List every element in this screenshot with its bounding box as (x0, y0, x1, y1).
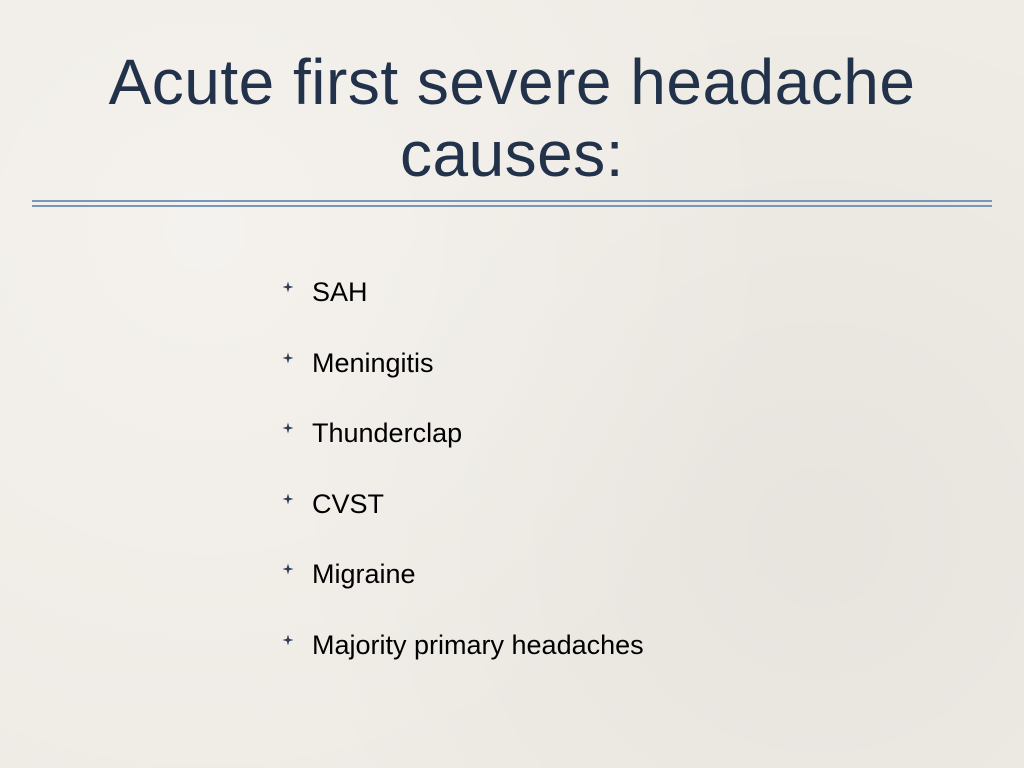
list-item (282, 411, 644, 482)
divider-line-bottom (32, 205, 992, 207)
list-item (282, 623, 644, 694)
list-item (282, 552, 644, 623)
bullet-text: Migraine (312, 559, 416, 589)
bullet-text: Meningitis (312, 347, 434, 378)
bullet-text: CVST (312, 488, 385, 519)
cross-bullet-icon (282, 563, 312, 575)
title-line-1: Acute first severe headache (108, 46, 916, 118)
title-line-2: causes: (399, 118, 625, 190)
cross-bullet-icon (282, 422, 312, 434)
cross-bullet-icon (282, 493, 312, 505)
bullet-list (282, 270, 644, 693)
bullet-text: Majority primary headaches (312, 629, 644, 660)
bullet-text: Thunderclap (312, 418, 463, 448)
bullet-text: SAH (312, 277, 368, 307)
title-divider (32, 200, 992, 208)
divider-line-top (32, 200, 992, 202)
cross-bullet-icon (282, 634, 312, 646)
list-item (282, 341, 644, 412)
list-item (282, 482, 644, 553)
list-item (282, 270, 644, 341)
cross-bullet-icon (282, 281, 312, 293)
cross-bullet-icon (282, 352, 312, 364)
slide-title (0, 46, 1024, 190)
